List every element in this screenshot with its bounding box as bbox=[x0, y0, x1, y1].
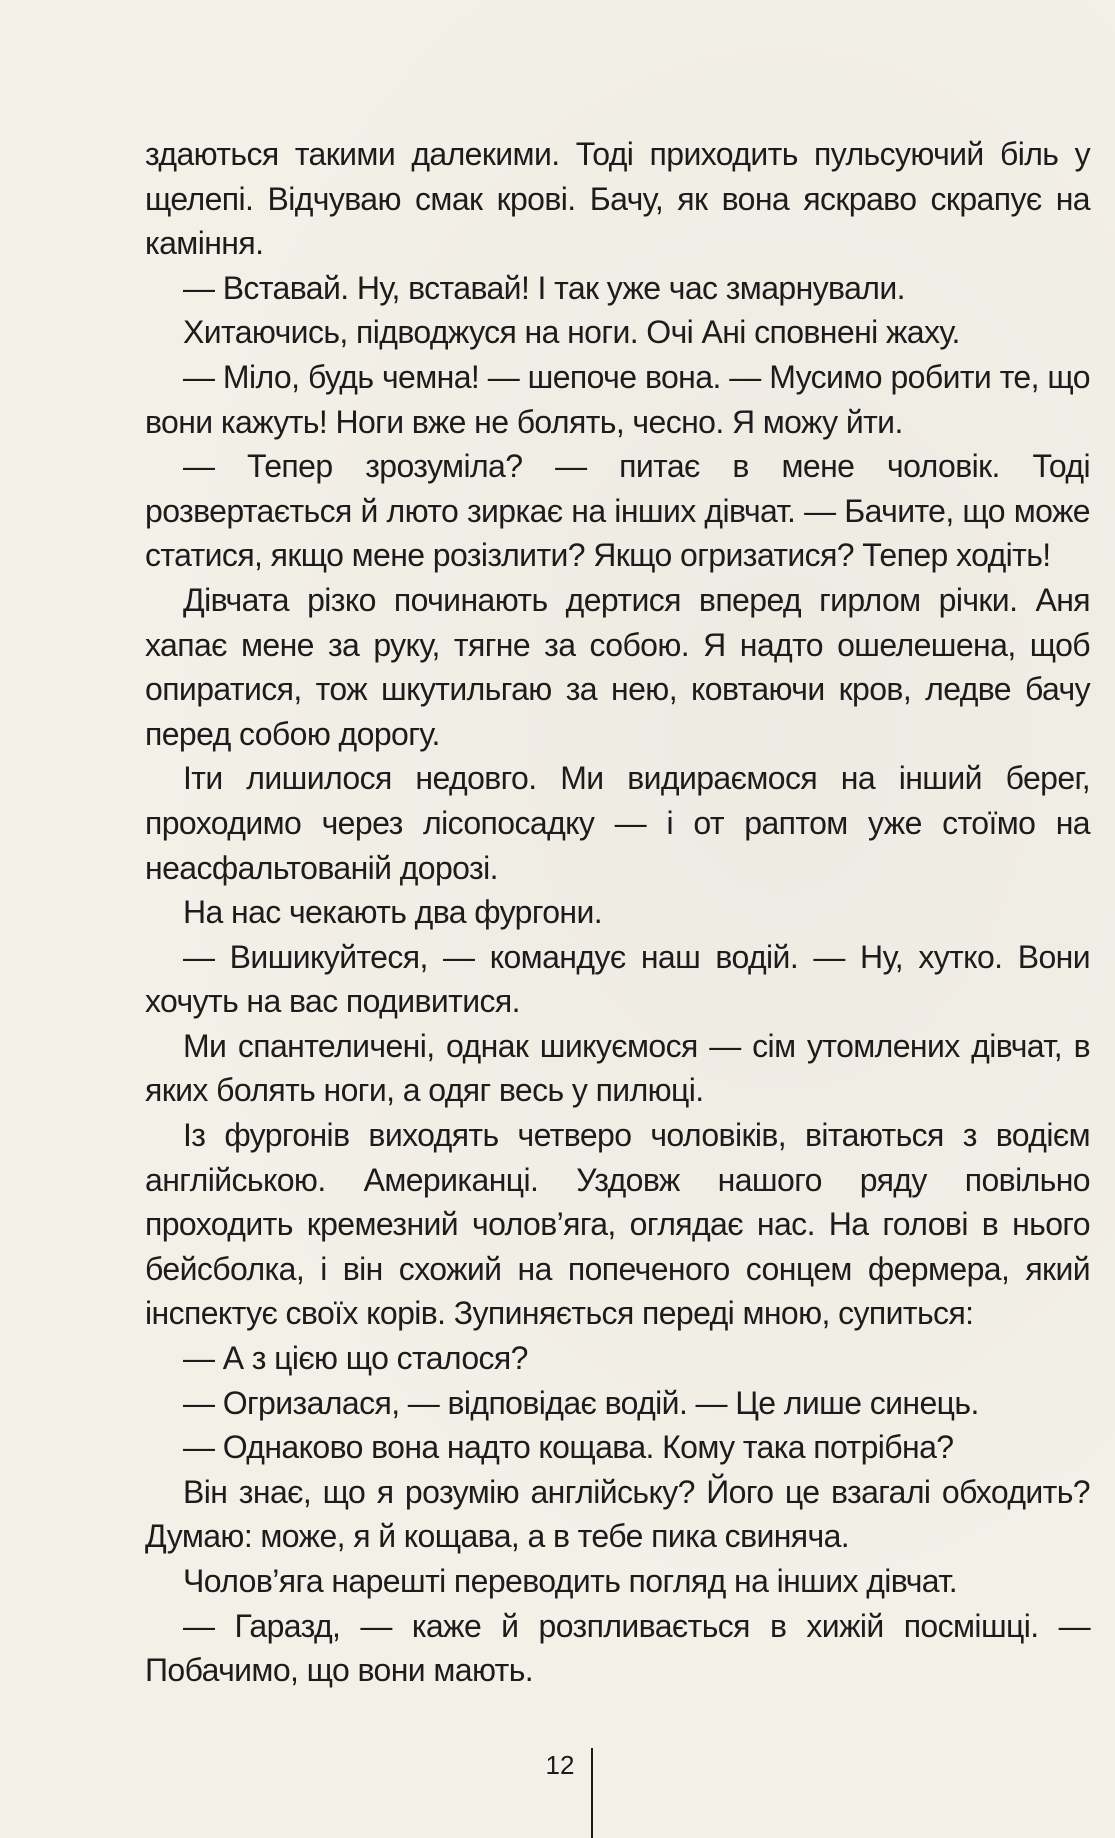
body-text bbox=[145, 132, 1090, 1693]
paragraph: — Вставай. Ну, вставай! І так уже час змарнували. bbox=[183, 269, 905, 306]
page-divider-rule bbox=[591, 1748, 593, 1838]
paragraph: — Вишикуйтеся, — командує наш водій. — Ну, хутко. Вони хочуть на вас подивитися. bbox=[145, 938, 1090, 1020]
paragraph: Чолов’яга нарешті переводить погляд на інших дівчат. bbox=[183, 1563, 958, 1599]
paragraph: Із фургонів виходять четверо чоловіків, вітаються з водієм англійською. Американці. Уздовж нашого ряду повільно проходить кремезний чолов’яга, оглядає нас. На голові в нього бейсболка, і він схожий на попеченого сонцем фермера, який інспектує своїх корів. Зупиняється переді мною, супиться: bbox=[145, 1117, 1090, 1332]
paragraph: Він знає, що я розумію англійську? Його це взагалі обходить? Думаю: може, я й кощава, а в тебе пика свиняча. bbox=[145, 1473, 1090, 1555]
paragraph: — Огризалася, — відповідає водій. — Це лише синець. bbox=[183, 1384, 979, 1421]
paragraph: Дівчата різко починають дертися вперед гирлом річки. Аня хапає мене за руку, тягне за собою. Я надто ошелешена, щоб опиратися, тож шкутильгаю за нею, ковтаючи кров, ледве бачу перед собою дорогу. bbox=[145, 581, 1090, 752]
paragraph: — Міло, будь чемна! — шепоче вона. — Мусимо робити те, що вони кажуть! Ноги вже не болять, чесно. Я можу йти. bbox=[145, 358, 1090, 440]
paragraph: здаються такими далекими. Тоді приходить пульсуючий біль у щелепі. Відчуваю смак крові. Бачу, як вона яскраво скрапує на каміння. bbox=[145, 136, 1090, 262]
paragraph: — Гаразд, — каже й розпливається в хижій посмішці. — Побачимо, що вони мають. bbox=[145, 1607, 1090, 1689]
paragraph: Ми спантеличені, однак шикуємося — сім утомлених дівчат, в яких болять ноги, а одяг весь у пилюці. bbox=[145, 1027, 1090, 1109]
paragraph: Іти лишилося недовго. Ми видираємося на інший берег, проходимо через лісопосадку — і от раптом уже стоїмо на неасфальтованій дорозі. bbox=[145, 760, 1090, 886]
paragraph: — Тепер зрозуміла? — питає в мене чоловік. Тоді розвертається й люто зиркає на інших дівчат. — Бачите, що може статися, якщо мене розізлити? Якщо огризатися? Тепер ходіть! bbox=[145, 448, 1090, 574]
page-footer bbox=[0, 1740, 1115, 1835]
paragraph: — Однаково вона надто кощава. Кому така потрібна? bbox=[183, 1429, 954, 1466]
page-number: 12 bbox=[545, 1750, 575, 1780]
paragraph: — А з цією що сталося? bbox=[183, 1340, 528, 1377]
paragraph: Хитаючись, підводжуся на ноги. Очі Ані сповнені жаху. bbox=[183, 314, 960, 351]
paragraph: На нас чекають два фургони. bbox=[183, 894, 603, 931]
